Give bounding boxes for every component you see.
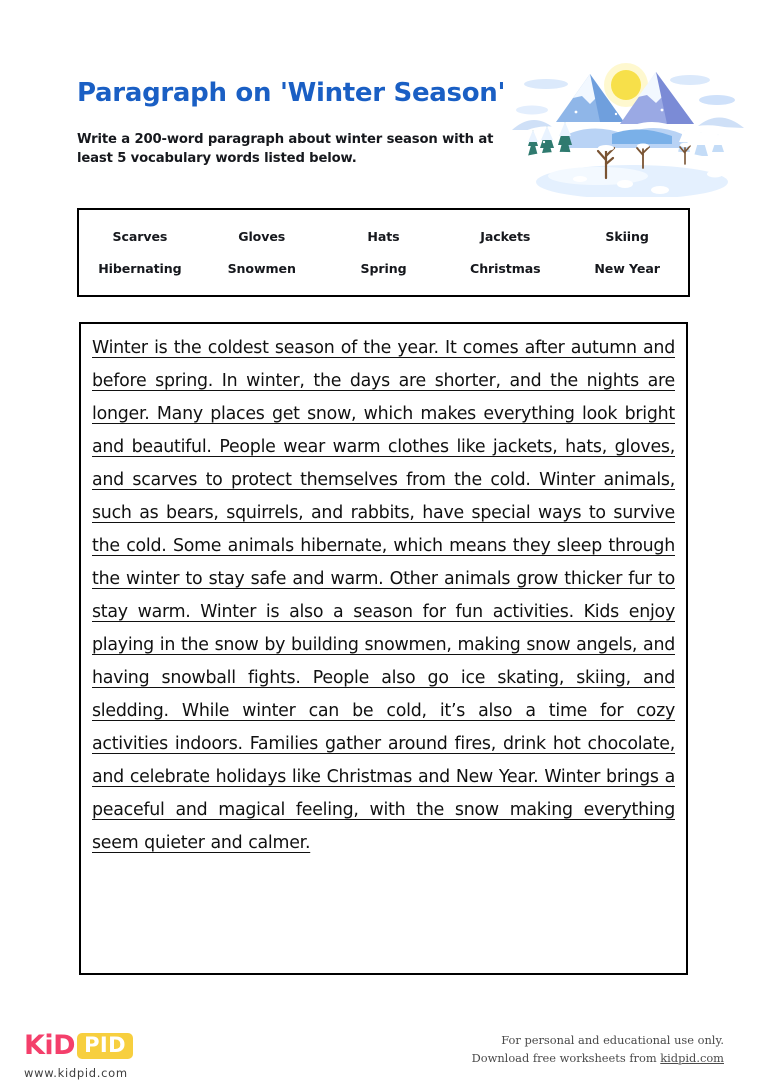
page-title: Paragraph on 'Winter Season'	[77, 78, 506, 108]
kidpid-website-link[interactable]: kidpid.com	[660, 1050, 724, 1065]
footer-usage-note	[472, 1032, 724, 1067]
vocabulary-word: Hats	[367, 229, 400, 244]
kidpid-logo[interactable]	[24, 1030, 194, 1080]
vocabulary-word: Spring	[360, 261, 407, 276]
vocabulary-word: Gloves	[238, 229, 286, 244]
vocabulary-word: Scarves	[112, 229, 168, 244]
footer-note-line-2	[472, 1050, 724, 1068]
vocabulary-box	[77, 208, 690, 297]
vocabulary-word: New Year	[594, 261, 660, 276]
vocabulary-word: Jackets	[480, 229, 531, 244]
answer-writing-box[interactable]	[79, 322, 688, 975]
winter-landscape-illustration	[512, 52, 752, 197]
vocabulary-word: Snowmen	[227, 261, 296, 276]
logo-pid-badge: PID	[77, 1033, 133, 1059]
vocabulary-row-1	[79, 229, 688, 244]
vocabulary-row-2	[79, 261, 688, 276]
vocabulary-word: Skiing	[605, 229, 649, 244]
instruction-text: Write a 200-word paragraph about winter season with at least 5 vocabulary words listed below.	[77, 132, 494, 167]
footer-note-prefix: Download free worksheets from	[471, 1050, 661, 1065]
page-footer	[0, 1022, 768, 1086]
kidpid-logo-mark	[24, 1030, 194, 1061]
answer-paragraph-text: Winter is the coldest season of the year. It comes after autumn and before spring. In winter, the days are shorter, and the nights are longer. Many places get snow, which makes everything look bright and beautiful. People wear warm clothes like jackets, hats, gloves, and scarves to protect themselves from the cold. Winter animals, such as bears, squirrels, and rabbits, have special ways to survive the cold. Some animals hibernate, which means they sleep through the winter to stay safe and warm. Other animals grow thicker fur to stay warm. Winter is also a season for fun activities. Kids enjoy playing in the snow by building snowmen, making snow angels, and having snowball fights. People also go ice skating, skiing, and sledding. While winter can be cold, it’s also a time for cozy activities indoors. Families gather around fires, drink hot chocolate, and celebrate holidays like Christmas and New Year. Winter brings a peaceful and magical feeling, with the snow making everything seem quieter and calmer.	[92, 338, 675, 853]
logo-website-url: www.kidpid.com	[24, 1066, 128, 1080]
footer-note-line-1: For personal and educational use only.	[501, 1033, 724, 1047]
vocabulary-word: Hibernating	[98, 261, 182, 276]
vocabulary-word: Christmas	[470, 261, 541, 276]
logo-kid-text: KiD	[24, 1030, 76, 1061]
